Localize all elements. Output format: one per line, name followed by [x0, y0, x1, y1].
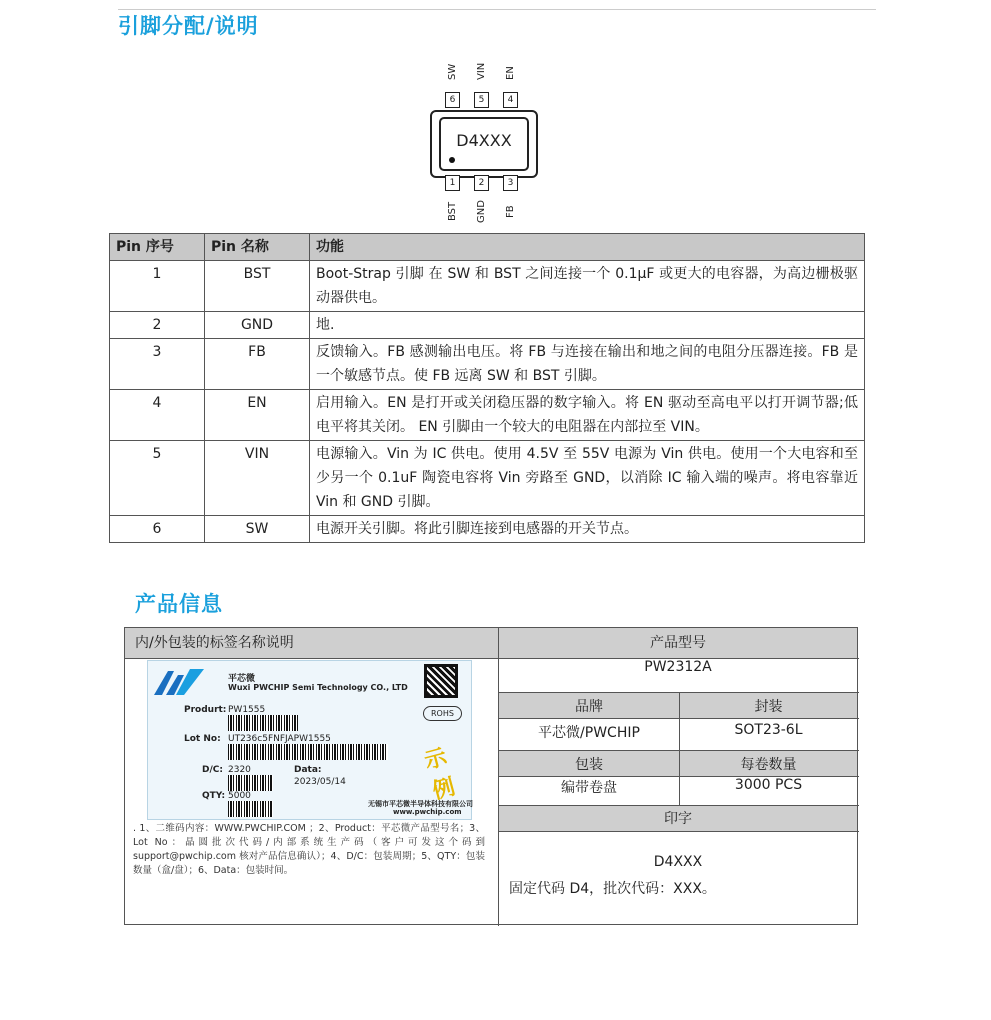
label-qty-key: QTY: [202, 791, 226, 801]
package-top-face [439, 117, 529, 171]
package-header: 封装 [680, 693, 857, 718]
label-desc-header: 内/外包装的标签名称说明 [125, 628, 498, 658]
pin-name: VIN [205, 441, 310, 516]
pin-name: SW [205, 516, 310, 543]
pin-number: 1 [110, 261, 205, 312]
label-lot-key: Lot No: [184, 734, 221, 744]
table-row [110, 516, 865, 543]
pin5-label: VIN [476, 62, 487, 80]
marking-value: D4XXX [653, 854, 703, 870]
pin5-box: 5 [474, 92, 489, 108]
label-dc-key: D/C: [202, 765, 223, 775]
divider [125, 658, 498, 659]
dc-barcode [228, 775, 273, 791]
pin2-box: 2 [474, 175, 489, 191]
pin-function: 反馈输入。FB 感测输出电压。将 FB 与连接在输出和地之间的电阻分压器连接。FB 是一个敏感节点。使 FB 远离 SW 和 BST 引脚。 [310, 339, 865, 390]
packing-header: 包装 [499, 751, 679, 776]
header-pin-number: Pin 序号 [110, 234, 205, 261]
qty-header: 每卷数量 [680, 751, 857, 776]
package-value: SOT23-6L [734, 722, 803, 738]
pin-number: 5 [110, 441, 205, 516]
label-dc-value: 2320 [228, 765, 251, 775]
pin1-dot [449, 157, 455, 163]
table-row [110, 339, 865, 390]
label-product-key: Produrt: [184, 705, 227, 715]
pin-number: 2 [110, 312, 205, 339]
pin1-box: 1 [445, 175, 460, 191]
pin4-box: 4 [503, 92, 518, 108]
pin-number: 4 [110, 390, 205, 441]
label-data-key: Data: [294, 765, 322, 775]
model-header: 产品型号 [499, 628, 857, 658]
label-product-value: PW1555 [228, 705, 266, 715]
pin-name: BST [205, 261, 310, 312]
label-brand-cn: 平芯微 [228, 674, 256, 684]
pin-number: 6 [110, 516, 205, 543]
qty-value: 3000 PCS [734, 777, 803, 793]
pin3-label: FB [505, 205, 516, 218]
pin-table-header [110, 234, 865, 261]
pin1-label: BST [447, 201, 458, 221]
label-note: . 1、二维码内容：WWW.PWCHIP.COM ；2、Product：平芯微产品型号名；3、Lot No：晶圆批次代码/内部系统生产码（客户可发这个码到support@pwchip.com 核对产品信息确认）；4、D/C：包装周期；5、QTY：包装数量（盒/盘）；6、Data：包装时间。 [133, 823, 485, 876]
table-row [110, 261, 865, 312]
package-marking: D4XXX [456, 131, 512, 150]
table-row [110, 312, 865, 339]
sample-stamp: 示例 [422, 744, 458, 805]
pin-section-title: 引脚分配/说明 [118, 14, 259, 38]
qr-code-icon [424, 664, 458, 698]
pwchip-logo-icon [154, 667, 204, 695]
qty-barcode [228, 801, 273, 817]
pin4-label: EN [505, 66, 516, 80]
pin-function: 地. [310, 312, 865, 339]
pin-name: EN [205, 390, 310, 441]
label-lot-value: UT236c5FNFJAPW1555 [228, 734, 331, 744]
product-info-table [124, 627, 858, 925]
lot-barcode [228, 744, 388, 760]
marking-desc: 固定代码 D4，批次代码：XXX。 [509, 881, 716, 897]
pin-name: GND [205, 312, 310, 339]
package-body [430, 110, 538, 178]
pin-function: 启用输入。EN 是打开或关闭稳压器的数字输入。将 EN 驱动至高电平以打开调节器;低电平将其关闭。 EN 引脚由一个较大的电阻器在内部拉至 VIN。 [310, 390, 865, 441]
header-function: 功能 [310, 234, 865, 261]
pin6-box: 6 [445, 92, 460, 108]
package-diagram [420, 58, 570, 228]
pin-function: Boot-Strap 引脚 在 SW 和 BST 之间连接一个 0.1μF 或更大的电容器，为高边栅极驱动器供电。 [310, 261, 865, 312]
pin-name: FB [205, 339, 310, 390]
label-company-cn: 无锡市平芯微半导体科技有限公司 [368, 800, 473, 808]
pin2-label: GND [476, 200, 487, 223]
model-value: PW2312A [644, 659, 712, 675]
pin-table [109, 233, 865, 543]
label-website: www.pwchip.com [393, 808, 462, 816]
pin3-box: 3 [503, 175, 518, 191]
pin6-label: SW [447, 63, 458, 80]
label-data-value: 2023/05/14 [294, 777, 346, 787]
label-qty-value: 5000 [228, 791, 251, 801]
sample-label-image [147, 660, 472, 820]
marking-header: 印字 [499, 806, 857, 831]
table-row [110, 441, 865, 516]
divider [679, 693, 680, 805]
product-barcode [228, 715, 298, 731]
table-row [110, 390, 865, 441]
header-pin-name: Pin 名称 [205, 234, 310, 261]
pin-function: 电源输入。Vin 为 IC 供电。使用 4.5V 至 55V 电源为 Vin 供电。使用一个大电容和至少另一个 0.1uF 陶瓷电容将 Vin 旁路至 GND，以消除 IC 输入端的噪声。将电容靠近 Vin 和 GND 引脚。 [310, 441, 865, 516]
rohs-badge: ROHS [423, 706, 462, 721]
divider [499, 831, 859, 832]
packing-value: 编带卷盘 [561, 780, 617, 796]
pin-function: 电源开关引脚。将此引脚连接到电感器的开关节点。 [310, 516, 865, 543]
pin-number: 3 [110, 339, 205, 390]
label-company-en: Wuxi PWCHIP Semi Technology CO., LTD [228, 683, 408, 692]
product-section-title: 产品信息 [135, 592, 223, 616]
brand-header: 品牌 [499, 693, 679, 718]
brand-value: 平芯微/PWCHIP [538, 725, 640, 741]
